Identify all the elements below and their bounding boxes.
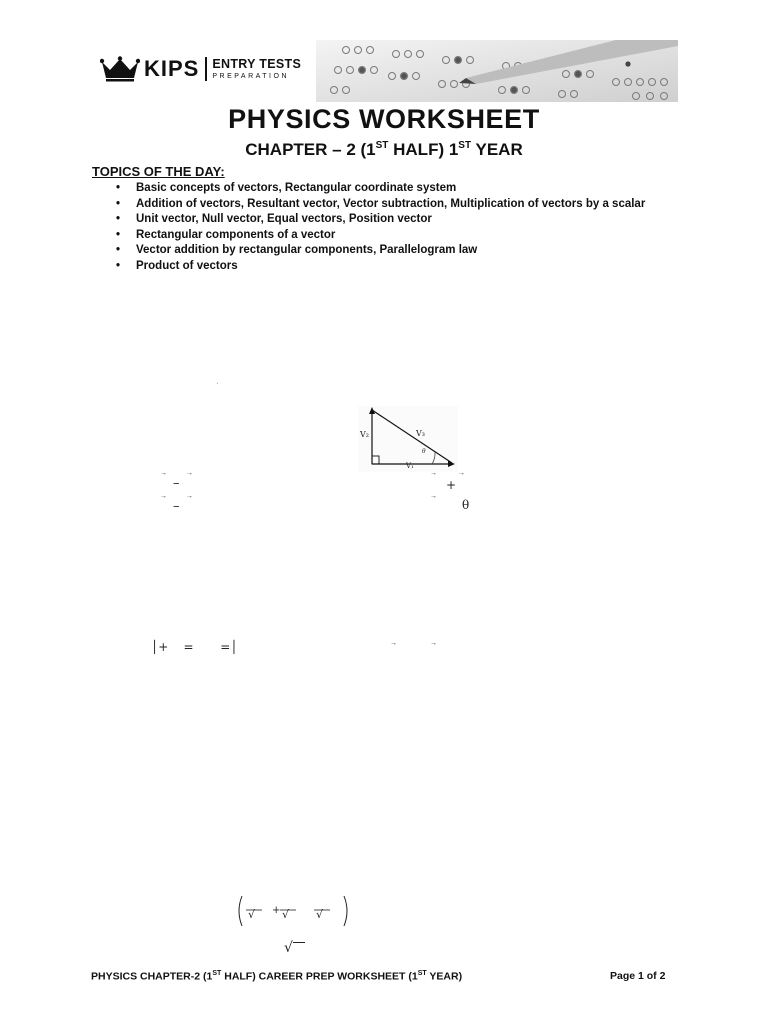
topic-item: • Vector addition by rectangular components, Parallelogram law: [108, 243, 668, 259]
topics-heading-colon: :: [220, 164, 225, 179]
sqrt-symbol: √: [248, 908, 256, 921]
minus-sign: –: [173, 499, 180, 514]
vector-arrow: →: [430, 640, 437, 647]
footer-part1: PHYSICS CHAPTER-2 (1: [91, 970, 213, 983]
footer-sup1: ST: [212, 970, 222, 977]
subtitle-part2: HALF) 1: [388, 140, 459, 159]
kips-logo: [100, 56, 301, 82]
logo-text: KIPS: [144, 56, 200, 81]
header-answer-sheet-image: [316, 40, 678, 102]
sqrt-symbol: √: [316, 908, 324, 921]
vector-arrow: →: [430, 470, 437, 477]
label-v2: V₂: [360, 430, 369, 439]
footer-part3: YEAR): [426, 970, 463, 983]
theta-symbol: θ: [462, 498, 470, 512]
magnitude-equation-text: + = =: [158, 640, 231, 654]
sqrt-symbol: √: [282, 908, 290, 921]
chapter-subtitle: [0, 140, 768, 160]
logo-sub-bottom: PREPARATION: [212, 72, 289, 80]
minus-sign: –: [173, 476, 180, 491]
crown-icon: [100, 56, 140, 82]
topic-item: • Unit vector, Null vector, Equal vectors, Position vector: [108, 212, 668, 228]
dot-mark: ˈ: [216, 383, 219, 390]
subtitle-sup2: ST: [458, 140, 472, 151]
vector-arrow: →: [430, 493, 437, 500]
logo-subtitle: [212, 58, 301, 80]
subtitle-part1: CHAPTER – 2 (1: [245, 140, 376, 159]
topic-item: • Rectangular components of a vector: [108, 228, 668, 244]
unit-vector-expression: [236, 894, 352, 933]
answer-sheet-illustration: [316, 40, 678, 102]
page-title: PHYSICS WORKSHEET: [228, 104, 540, 134]
svg-text:+: +: [272, 905, 281, 916]
topic-item: • Product of vectors: [108, 259, 668, 275]
vector-arrow: →: [160, 470, 167, 477]
label-theta: θ: [422, 448, 426, 455]
vector-arrow: →: [186, 493, 193, 500]
sqrt-bar: [293, 942, 305, 943]
logo-sub-top: ENTRY TESTS: [212, 57, 302, 72]
page-number: Page 1 of 2: [610, 970, 666, 982]
page-footer: [91, 970, 462, 983]
topics-list: [108, 181, 668, 275]
sqrt-symbol: √: [284, 940, 293, 956]
vector-triangle-diagram: [358, 406, 458, 477]
topic-item: • Basic concepts of vectors, Rectangular coordinate system: [108, 181, 668, 197]
vector-arrow: →: [390, 640, 397, 647]
footer-sup2: ST: [417, 970, 427, 977]
topics-heading-text: TOPICS OF THE DAY: [92, 164, 221, 179]
topics-heading: [92, 164, 225, 179]
footer-part2: HALF) CAREER PREP WORKSHEET (1: [221, 970, 418, 983]
logo-divider: [205, 57, 207, 81]
vector-arrow: →: [160, 493, 167, 500]
magnitude-equation: │+ = =│: [151, 640, 238, 654]
label-v3: V₃: [416, 429, 425, 438]
subtitle-sup1: ST: [375, 140, 389, 151]
vector-arrow: →: [458, 470, 465, 477]
vector-arrow: →: [186, 470, 193, 477]
plus-sign: +: [446, 478, 457, 492]
label-v1: V₁: [406, 462, 414, 470]
subtitle-part3: YEAR: [471, 140, 523, 159]
topic-item: • Addition of vectors, Resultant vector, Vector subtraction, Multiplication of vectors by a scalar: [108, 197, 668, 213]
